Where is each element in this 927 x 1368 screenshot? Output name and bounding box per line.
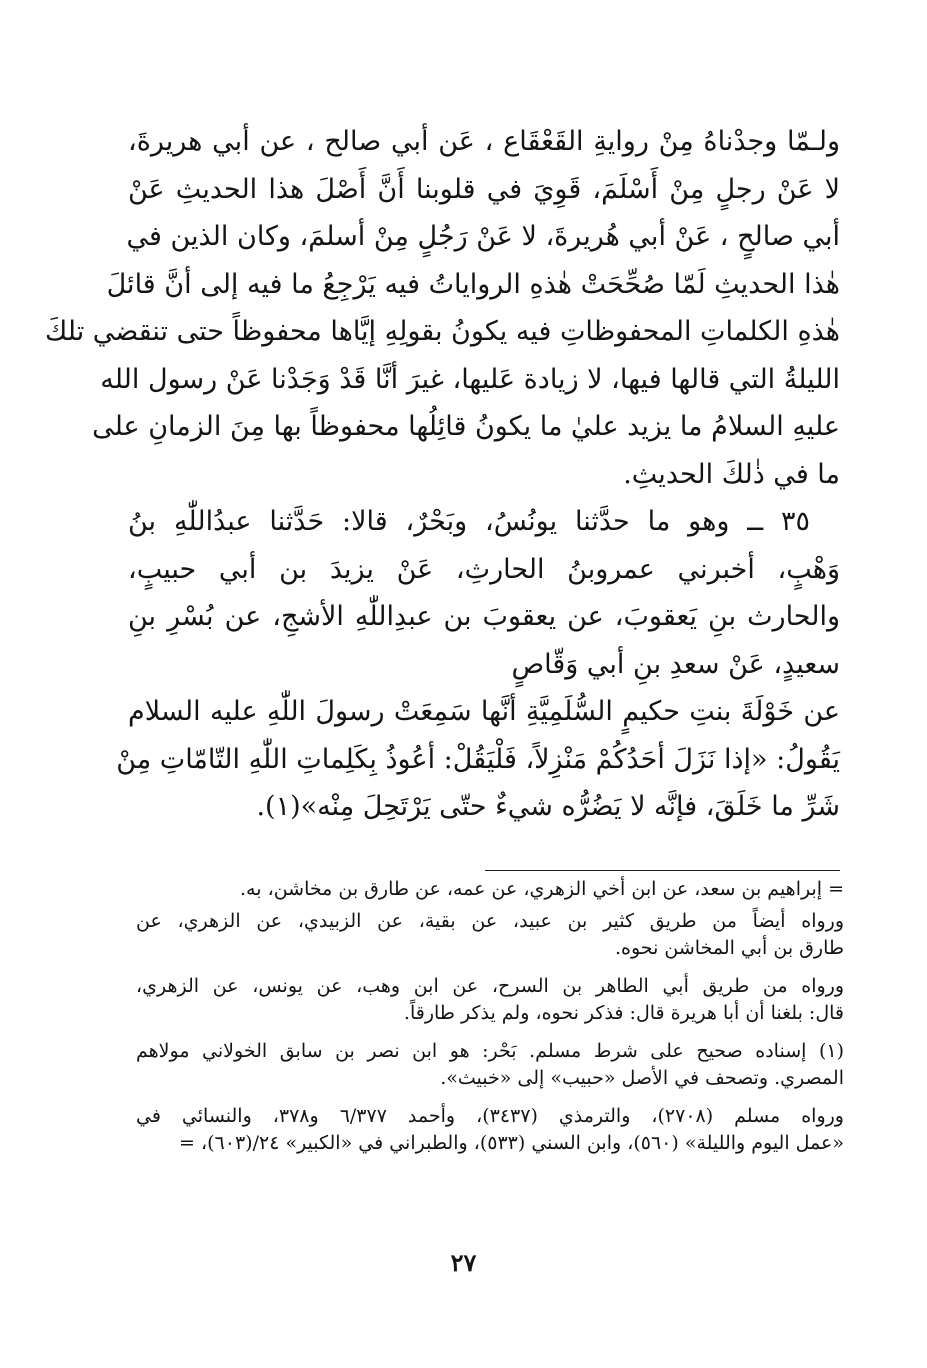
quote-line: عن خَوْلَةَ بنتِ حكيمٍ السُّلَمِيَّةِ أنَّها سَمِعَتْ رسولَ اللّٰهِ عليه السلام	[128, 696, 840, 727]
main-line: ما في ذٰلكَ الحديثِ.	[623, 458, 840, 490]
hadith-line: ٣٥ ــ وهو ما حدَّثنا يونُسُ، وبَحْرٌ، قالا: حَدَّثنا عبدُاللّٰهِ بنُ	[128, 506, 810, 537]
main-line: هٰذهِ الكلماتِ المحفوظاتِ فيه يكونُ بقولِهِ إيَّاها محفوظاً حتى تنقضي تلكَ	[45, 316, 840, 347]
hadith-line: وَهْبٍ، أخبرني عمروبنُ الحارثِ، عَنْ يزيدَ بن أبي حبيبٍ،	[128, 553, 840, 585]
footnote-line: (١) إسناده صحيح على شرط مسلم. بَحْر: هو ابن نصر بن سابق الخولاني مولاهم	[136, 1039, 844, 1062]
footnote-line: ورواه أيضاً من طريق كثير بن عبيد، عن بقية، عن الزبيدي، عن الزهري، عن	[136, 909, 844, 932]
main-line: لا عَنْ رجلٍ مِنْ أَسْلَمَ، قَوِيَ في قلوبنا أَنَّ أَصْلَ هذا الحديثِ عَنْ	[128, 173, 840, 205]
footnotes	[136, 876, 844, 1158]
footnote-line: طارق بن أبي المخاشن نحوه.	[615, 937, 844, 959]
main-line: عليهِ السلامُ ما يزيد عليٰ ما يكونُ قائِلُها محفوظاً بها مِنَ الزمانِ على	[92, 411, 840, 442]
footnote-line: = إبراهيم بن سعد، عن ابن أخي الزهري، عن عمه، عن طارق بن مخاشن، به.	[240, 878, 844, 900]
main-text	[45, 118, 840, 831]
footnote-line: ورواه من طريق أبي الطاهر بن السرح، عن ابن وهب، عن يونس، عن الزهري،	[136, 974, 844, 997]
main-line: ولـمّا وجدْناهُ مِنْ روايةِ القَعْقَاع ، عَن أبي صالح ، عن أبي هريرةَ،	[128, 126, 840, 157]
footnote-line: قال: بلغنا أن أبا هريرة قال: فذكر نحوه، ولم يذكر طارقاً.	[403, 1002, 844, 1024]
footnote-line: المصري. وتصحف في الأصل «حبيب» إلى «خبيث».	[440, 1067, 844, 1089]
quote-line: شَرِّ ما خَلَقَ، فإنَّه لا يَضُرُّه شيءٌ حتّى يَرْتَحِلَ مِنْه»(١).	[256, 791, 840, 822]
hadith-line: والحارث بنِ يَعقوبَ، عن يعقوبَ بن عبدِاللّٰهِ الأشجِ، عن بُسْرِ بنِ	[128, 601, 840, 632]
footnote-line: ورواه مسلم (٢٧٠٨)، والترمذي (٣٤٣٧)، وأحمد ٦/٣٧٧ و٣٧٨، والنسائي في	[136, 1104, 844, 1127]
main-line: أبي صالحٍ ، عَنْ أبي هُريرةَ، لا عَنْ رَجُلٍ مِنْ أسلمَ، وكان الذين في	[126, 221, 840, 252]
quote-line: يَقُولُ: «إذا نَزَلَ أحَدُكُمْ مَنْزِلاً، فَلْيَقُلْ: أعُوذُ بِكَلِماتِ اللّٰهِ التّامّاتِ مِنْ	[116, 743, 840, 775]
page-number: ٢٧	[450, 1248, 477, 1277]
footnote-separator	[485, 870, 840, 871]
footnote-line: «عمل اليوم والليلة» (٥٦٠)، وابن السني (٥٣٣)، والطبراني في «الكبير» ٢٤/(٦٠٣)، =	[179, 1132, 844, 1154]
main-line: هٰذا الحديثِ لَمّا صُحِّحَتْ هٰذهِ الرواياتُ فيه يَرْجِعُ ما فيه إلى أنَّ قائلَ	[106, 268, 840, 300]
main-line: الليلةُ التي قالها فيها، لا زيادة عَليها، غيرَ أنَّا قَدْ وَجَدْنا عَنْ رسول الله	[100, 363, 840, 395]
hadith-line: سعيدٍ، عَنْ سعدِ بنِ أبي وَقّاصٍ	[511, 648, 840, 680]
